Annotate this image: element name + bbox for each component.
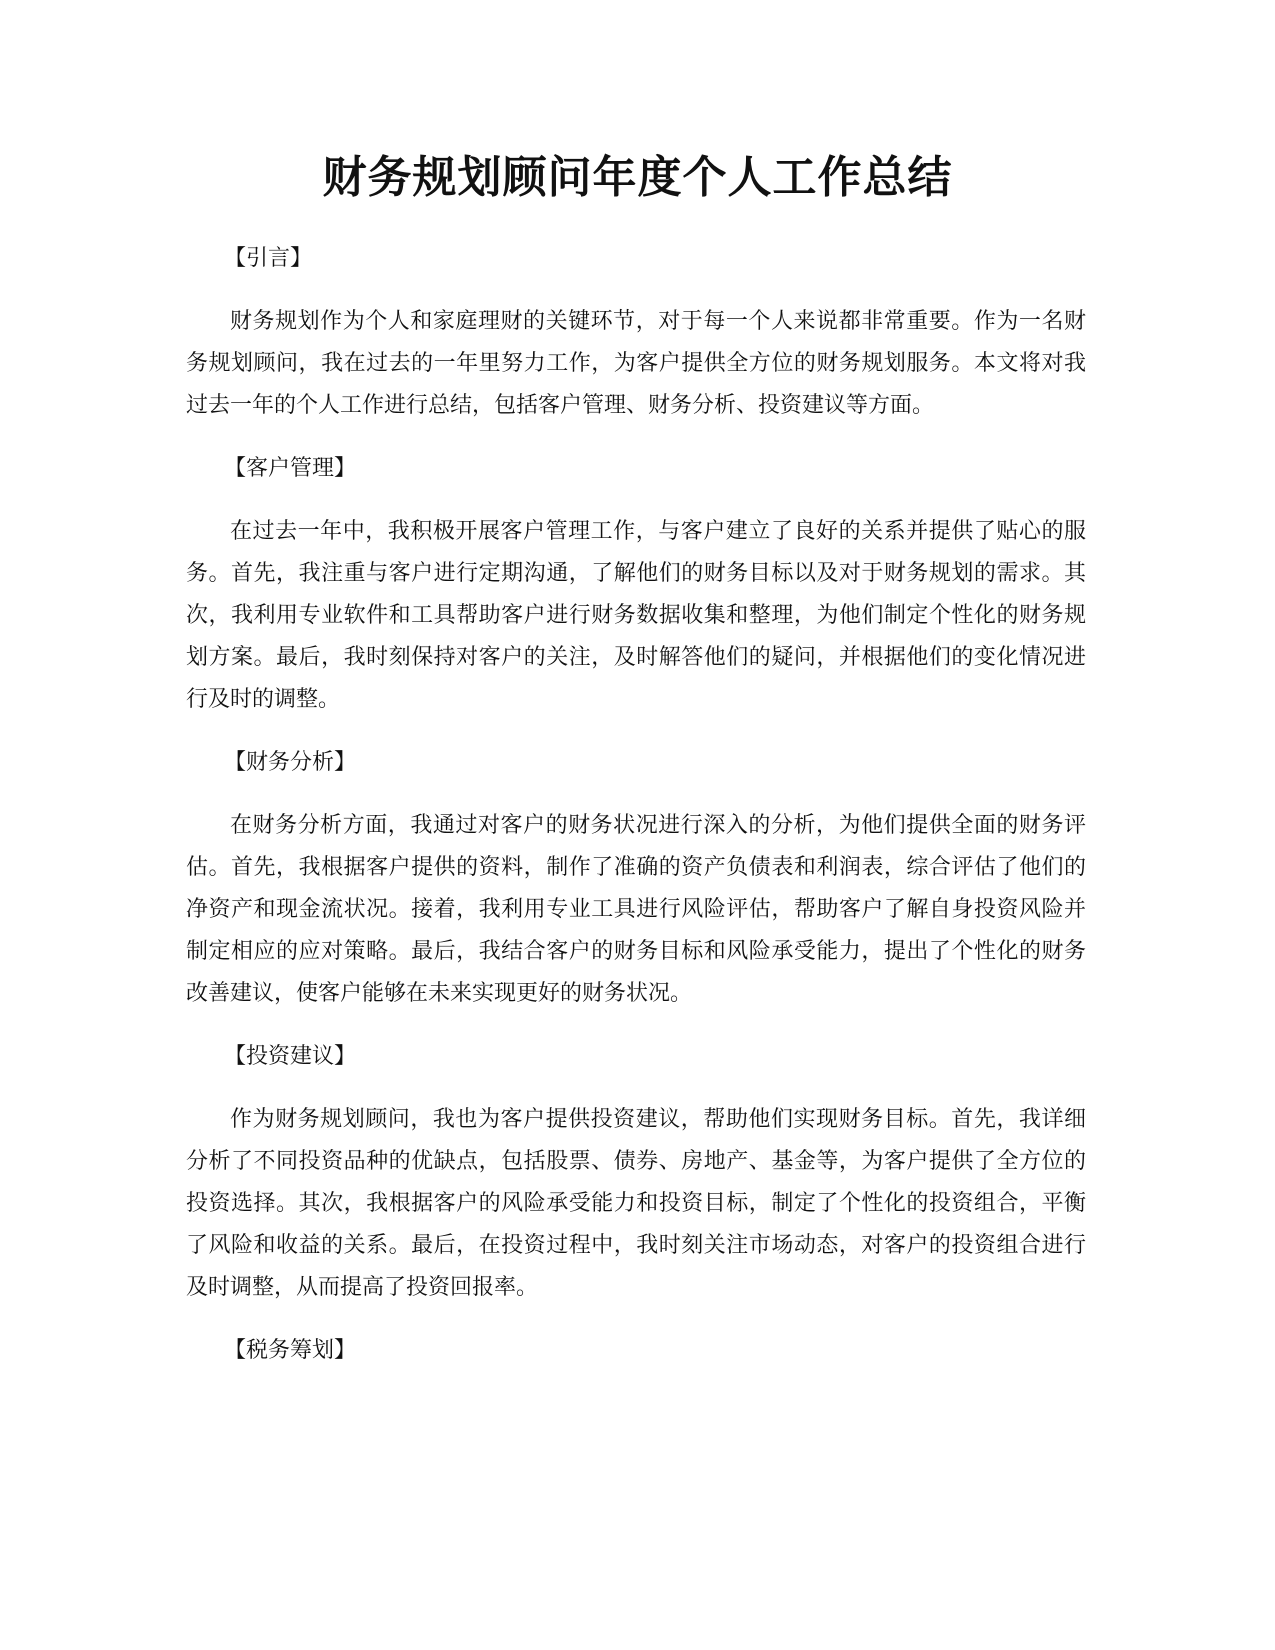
section-heading-investment-advice: 【投资建议】: [224, 1044, 357, 1069]
section-body-investment-advice: 作为财务规划顾问，我也为客户提供投资建议，帮助他们实现财务目标。首先，我详细分析了不同投资品种的优缺点，包括股票、债券、房地产、基金等，为客户提供了全方位的投资选择。其次，我根据客户的风险承受能力和投资目标，制定了个性化的投资组合，平衡了风险和收益的关系。最后，在投资过程中，我时刻关注市场动态，对客户的投资组合进行及时调整，从而提高了投资回报率。: [186, 1107, 1086, 1300]
section-body-financial-analysis: 在财务分析方面，我通过对客户的财务状况进行深入的分析，为他们提供全面的财务评估。首先，我根据客户提供的资料，制作了准确的资产负债表和利润表，综合评估了他们的净资产和现金流状况。接着，我利用专业工具进行风险评估，帮助客户了解自身投资风险并制定相应的应对策略。最后，我结合客户的财务目标和风险承受能力，提出了个性化的财务改善建议，使客户能够在未来实现更好的财务状况。: [186, 813, 1086, 1006]
section-heading-tax-planning: 【税务筹划】: [224, 1338, 357, 1363]
document-body: [186, 238, 1086, 1372]
section-body-client-management: 在过去一年中，我积极开展客户管理工作，与客户建立了良好的关系并提供了贴心的服务。首先，我注重与客户进行定期沟通，了解他们的财务目标以及对于财务规划的需求。其次，我利用专业软件和工具帮助客户进行财务数据收集和整理，为他们制定个性化的财务规划方案。最后，我时刻保持对客户的关注，及时解答他们的疑问，并根据他们的变化情况进行及时的调整。: [186, 519, 1086, 712]
section-heading-client-management: 【客户管理】: [224, 456, 357, 481]
section-heading-intro: 【引言】: [224, 246, 313, 271]
section-body-intro: 财务规划作为个人和家庭理财的关键环节，对于每一个人来说都非常重要。作为一名财务规划顾问，我在过去的一年里努力工作，为客户提供全方位的财务规划服务。本文将对我过去一年的个人工作进行总结，包括客户管理、财务分析、投资建议等方面。: [186, 309, 1086, 418]
document-title: 财务规划顾问年度个人工作总结: [322, 152, 953, 203]
section-heading-financial-analysis: 【财务分析】: [224, 750, 357, 775]
